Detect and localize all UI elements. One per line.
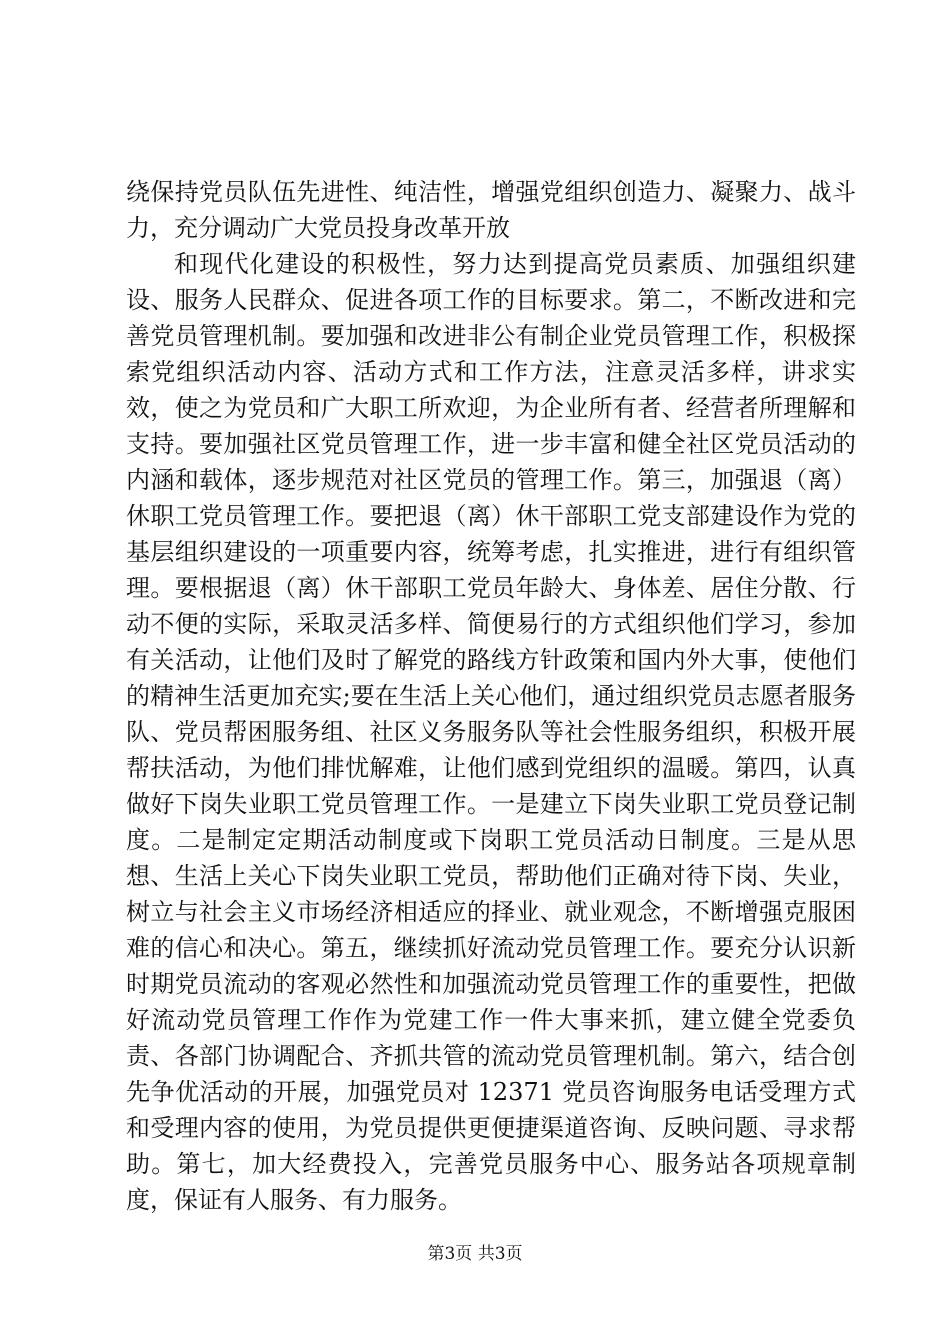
paragraph-2: 和现代化建设的积极性，努力达到提高党员素质、加强组织建设、服务人民群众、促进各项工作的目标要求。第二，不断改进和完善党员管理机制。要加强和改进非公有制企业党员管理工作，积极探索党组织活动内容、活动方式和工作方法，注意灵活多样，讲求实效，使之为党员和广大职工所欢迎，为企业所有者、经营者所理解和支持。要加强社区党员管理工作，进一步丰富和健全社区党员活动的内涵和载体，逐步规范对社区党员的管理工作。第三，加强退（离）休职工党员管理工作。要把退（离）休干部职工党支部建设作为党的基层组织建设的一项重要内容，统筹考虑，扎实推进，进行有组织管理。要根据退（离）休干部职工党员年龄大、身体差、居住分散、行动不便的实际，采取灵活多样、简便易行的方式组织他们学习，参加有关活动，让他们及时了解党的路线方针政策和国内外大事，使他们的精神生活更加充实;要在生活上关心他们，通过组织党员志愿者服务队、党员帮困服务组、社区义务服务队等社会性服务组织，积极开展帮扶活动，为他们排忧解难，让他们感到党组织的温暖。第四，认真做好下岗失业职工党员管理工作。一是建立下岗失业职工党员登记制度。二是制定定期活动制度或下岗职工党员活动日制度。三是从思想、生活上关心下岗失业职工党员，帮助他们正确对待下岗、失业，树立与社会主义市场经济相适应的择业、就业观念，不断增强克服困难的信心和决心。第五，继续抓好流动党员管理工作。要充分认识新时期党员流动的客观必然性和加强流动党员管理工作的重要性，把做好流动党员管理工作作为党建工作一件大事来抓，建立健全党委负责、各部门协调配合、齐抓共管的流动党员管理机制。第六，结合创先争优活动的开展，加强党员对 12371 党员咨询服务电话受理方式和受理内容的使用，为党员提供更便捷渠道咨询、反映问题、寻求帮助。第七，加大经费投入，完善党员服务中心、服务站各项规章制度，保证有人服务、有力服务。 xyxy=(126,250,856,1214)
document-body xyxy=(126,174,856,1218)
page-footer xyxy=(0,1242,950,1266)
page-number-indicator: 第3页 共3页 xyxy=(427,1244,523,1264)
paragraph-1: 绕保持党员队伍先进性、纯洁性，增强党组织创造力、凝聚力、战斗力，充分调动广大党员投身改革开放 xyxy=(126,178,856,242)
